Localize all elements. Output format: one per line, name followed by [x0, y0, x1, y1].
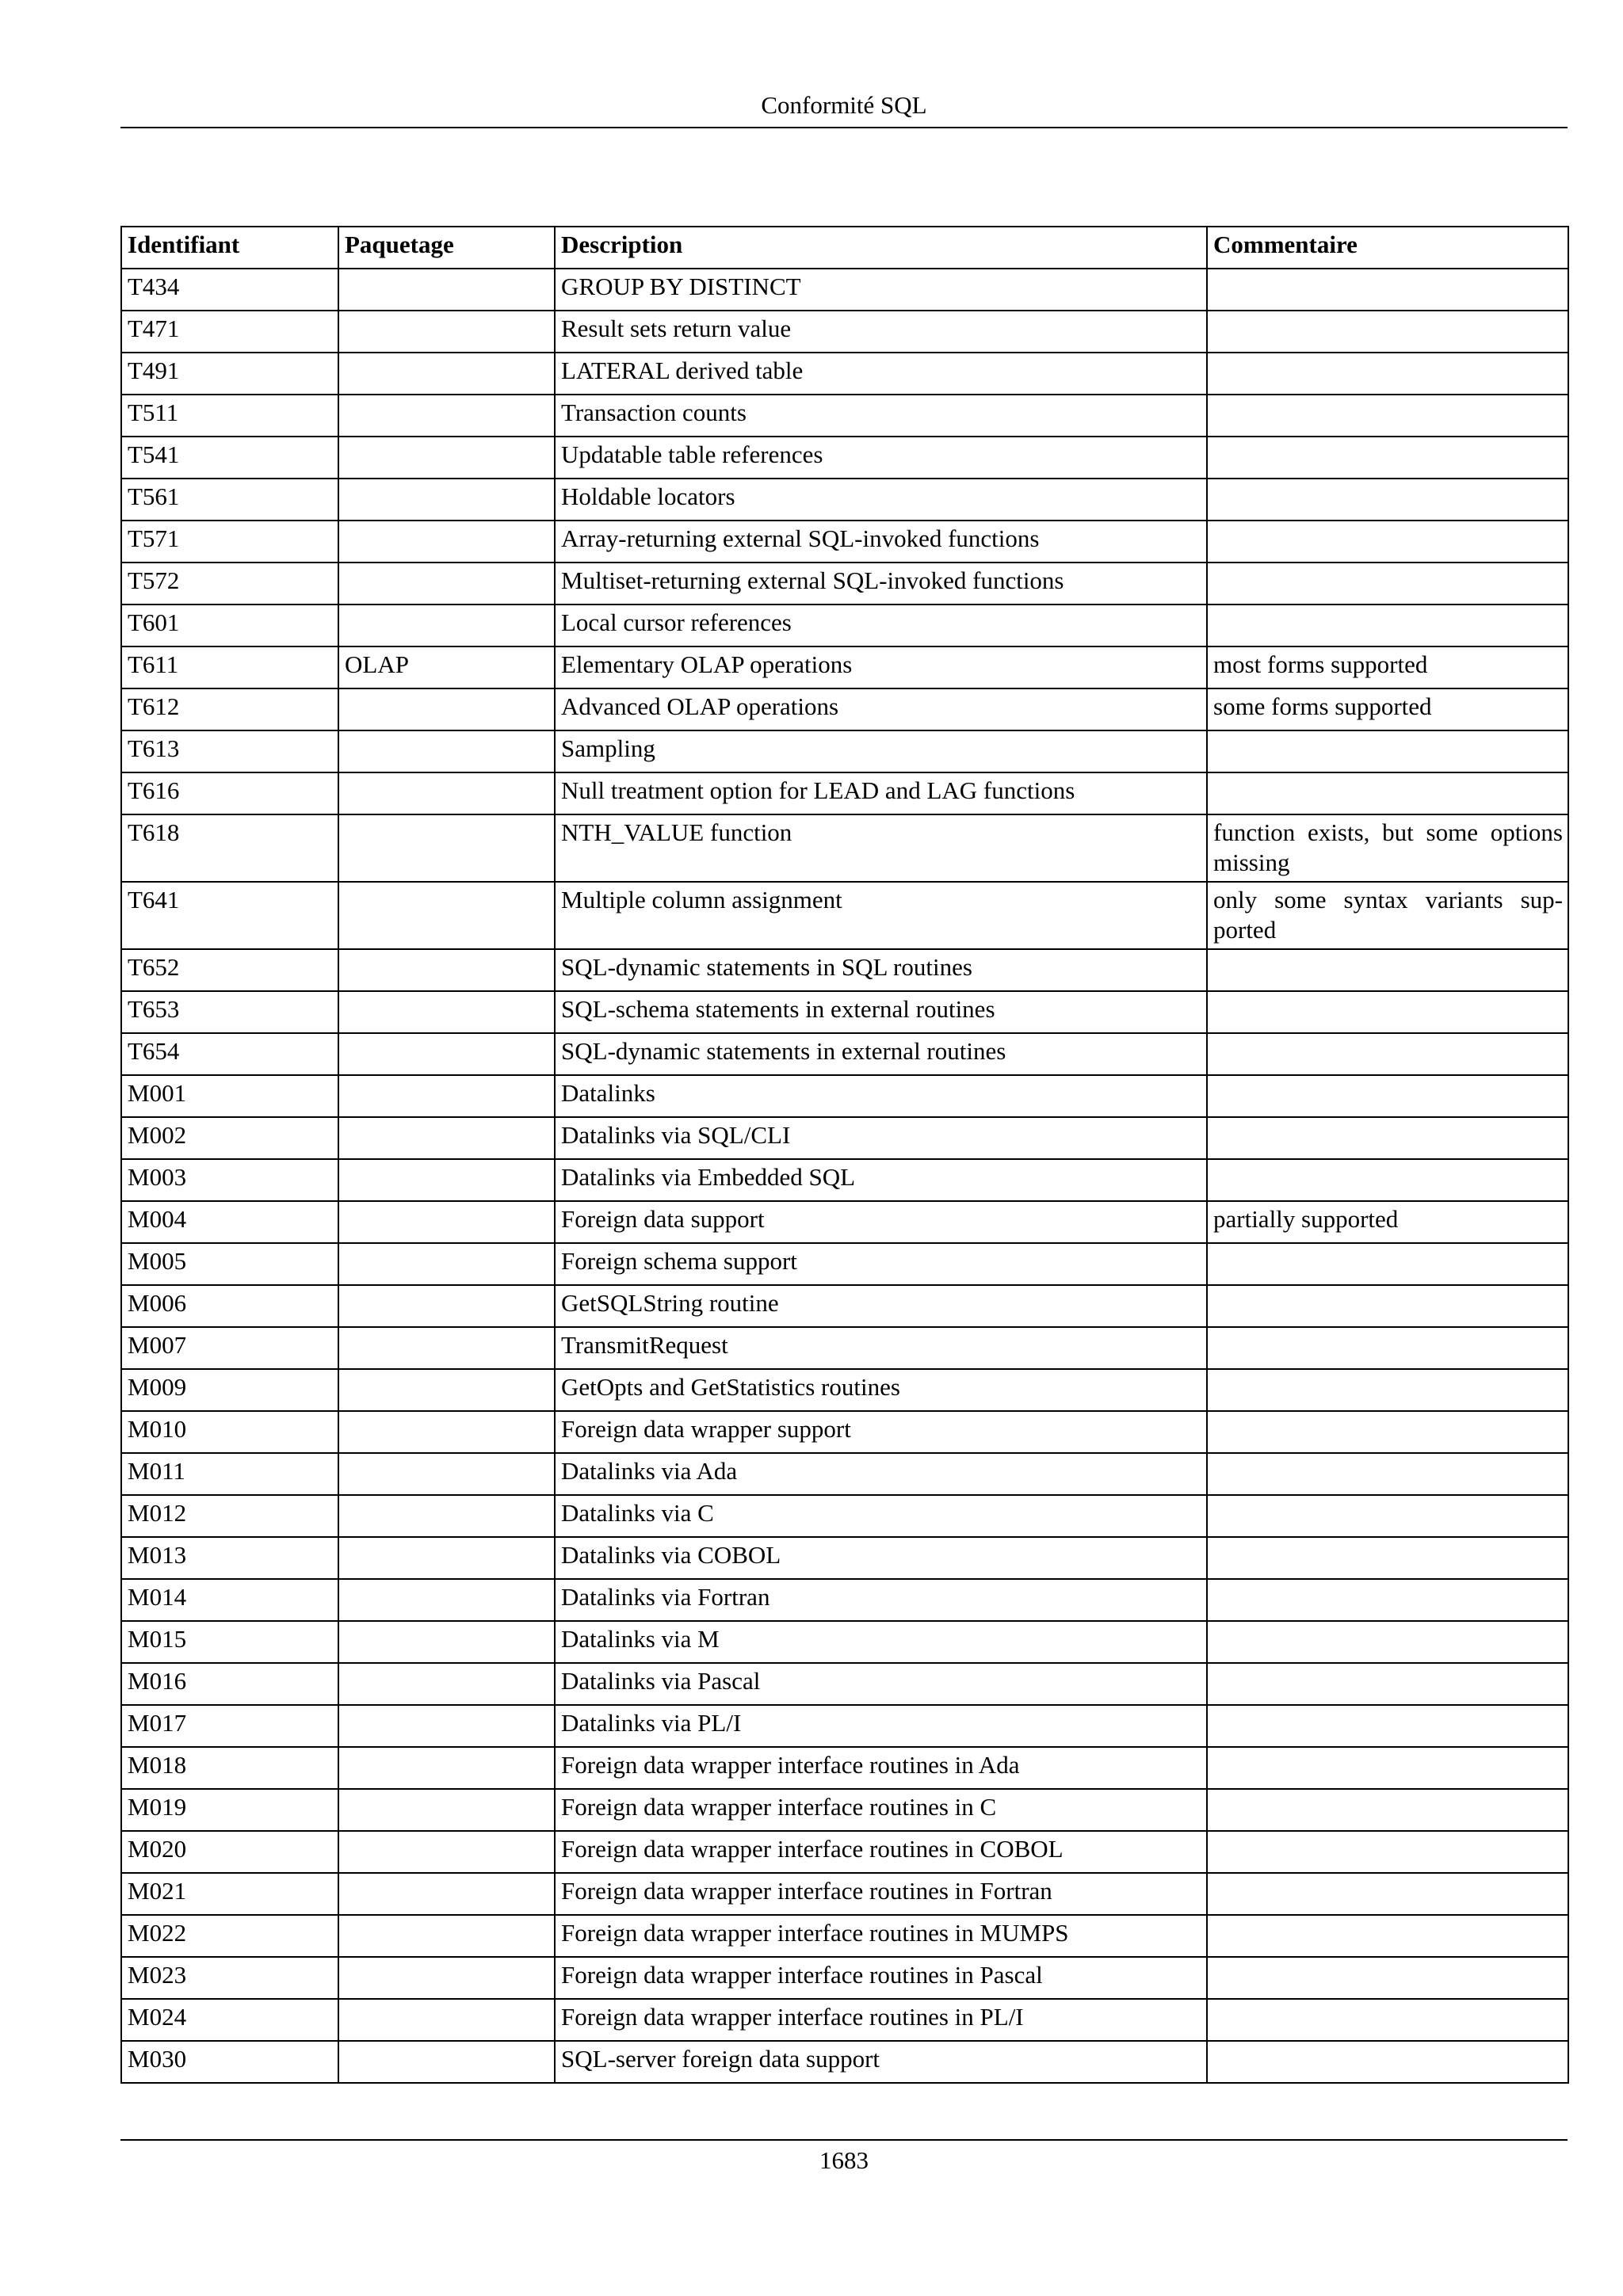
cell-paquetage — [338, 1999, 555, 2041]
table-row — [121, 1789, 1568, 1831]
cell-commentaire — [1207, 1579, 1568, 1621]
cell-description: Datalinks via Ada — [555, 1453, 1207, 1495]
cell-description: Datalinks via Pascal — [555, 1663, 1207, 1705]
table-row — [121, 949, 1568, 991]
table-row — [121, 1621, 1568, 1663]
cell-identifiant: T541 — [121, 437, 338, 479]
cell-identifiant: T612 — [121, 688, 338, 730]
cell-identifiant: M016 — [121, 1663, 338, 1705]
cell-description: Transaction counts — [555, 395, 1207, 437]
cell-paquetage — [338, 2041, 555, 2083]
cell-paquetage — [338, 1453, 555, 1495]
cell-description: Advanced OLAP operations — [555, 688, 1207, 730]
cell-commentaire — [1207, 479, 1568, 521]
cell-paquetage — [338, 563, 555, 605]
cell-description: Multiset-returning external SQL-invoked functions — [555, 563, 1207, 605]
table-row — [121, 1201, 1568, 1243]
table-row — [121, 1075, 1568, 1117]
features-table-container — [120, 226, 1568, 2084]
cell-paquetage — [338, 1873, 555, 1915]
table-row — [121, 395, 1568, 437]
table-row — [121, 730, 1568, 772]
cell-commentaire — [1207, 1537, 1568, 1579]
cell-identifiant: T618 — [121, 814, 338, 882]
cell-description: Holdable locators — [555, 479, 1207, 521]
table-row — [121, 563, 1568, 605]
cell-commentaire — [1207, 1495, 1568, 1537]
cell-paquetage — [338, 1285, 555, 1327]
cell-paquetage — [338, 1915, 555, 1957]
cell-description: SQL-dynamic statements in SQL routines — [555, 949, 1207, 991]
cell-identifiant: M006 — [121, 1285, 338, 1327]
cell-identifiant: T434 — [121, 269, 338, 311]
column-header-description: Description — [555, 227, 1207, 269]
cell-commentaire — [1207, 269, 1568, 311]
cell-paquetage — [338, 1117, 555, 1159]
cell-description: Result sets return value — [555, 311, 1207, 353]
cell-commentaire — [1207, 1411, 1568, 1453]
cell-paquetage — [338, 1411, 555, 1453]
cell-description: Datalinks via COBOL — [555, 1537, 1207, 1579]
table-row — [121, 814, 1568, 882]
cell-identifiant: M012 — [121, 1495, 338, 1537]
cell-paquetage — [338, 814, 555, 882]
cell-description: Foreign data wrapper interface routines in PL/I — [555, 1999, 1207, 2041]
cell-paquetage — [338, 1789, 555, 1831]
cell-description: Array-returning external SQL-invoked functions — [555, 521, 1207, 563]
cell-paquetage — [338, 688, 555, 730]
cell-description: Foreign data wrapper interface routines in C — [555, 1789, 1207, 1831]
cell-commentaire — [1207, 1285, 1568, 1327]
cell-identifiant: M023 — [121, 1957, 338, 1999]
cell-paquetage — [338, 437, 555, 479]
cell-identifiant: M020 — [121, 1831, 338, 1873]
cell-commentaire — [1207, 949, 1568, 991]
cell-paquetage — [338, 1201, 555, 1243]
cell-identifiant: M014 — [121, 1579, 338, 1621]
cell-commentaire — [1207, 605, 1568, 646]
table-row — [121, 1033, 1568, 1075]
table-row — [121, 1705, 1568, 1747]
column-header-paquetage: Paquetage — [338, 227, 555, 269]
table-row — [121, 479, 1568, 521]
cell-identifiant: T616 — [121, 772, 338, 814]
cell-commentaire — [1207, 1789, 1568, 1831]
cell-description: SQL-schema statements in external routines — [555, 991, 1207, 1033]
cell-description: Datalinks via Embedded SQL — [555, 1159, 1207, 1201]
table-row — [121, 1663, 1568, 1705]
cell-identifiant: T653 — [121, 991, 338, 1033]
table-row — [121, 991, 1568, 1033]
cell-commentaire — [1207, 1915, 1568, 1957]
cell-commentaire — [1207, 1831, 1568, 1873]
table-row — [121, 1495, 1568, 1537]
cell-paquetage — [338, 1663, 555, 1705]
cell-paquetage — [338, 882, 555, 949]
cell-paquetage — [338, 311, 555, 353]
cell-identifiant: T601 — [121, 605, 338, 646]
page-footer — [120, 2139, 1568, 2176]
cell-commentaire — [1207, 1159, 1568, 1201]
cell-description: Datalinks via PL/I — [555, 1705, 1207, 1747]
cell-description: Foreign schema support — [555, 1243, 1207, 1285]
table-row — [121, 1873, 1568, 1915]
cell-identifiant: T491 — [121, 353, 338, 395]
cell-paquetage — [338, 1957, 555, 1999]
cell-commentaire — [1207, 991, 1568, 1033]
table-row — [121, 1747, 1568, 1789]
cell-commentaire — [1207, 395, 1568, 437]
table-row — [121, 1327, 1568, 1369]
cell-paquetage — [338, 949, 555, 991]
cell-identifiant: T572 — [121, 563, 338, 605]
page-header — [120, 90, 1568, 128]
cell-commentaire — [1207, 1453, 1568, 1495]
cell-description: Sampling — [555, 730, 1207, 772]
cell-identifiant: T611 — [121, 646, 338, 688]
cell-commentaire — [1207, 1705, 1568, 1747]
cell-description: Elementary OLAP operations — [555, 646, 1207, 688]
page-number: 1683 — [819, 2146, 869, 2174]
cell-identifiant: M010 — [121, 1411, 338, 1453]
cell-paquetage: OLAP — [338, 646, 555, 688]
cell-paquetage — [338, 730, 555, 772]
cell-commentaire — [1207, 1117, 1568, 1159]
cell-identifiant: M015 — [121, 1621, 338, 1663]
table-row — [121, 605, 1568, 646]
cell-description: Updatable table references — [555, 437, 1207, 479]
table-row — [121, 1999, 1568, 2041]
table-row — [121, 1537, 1568, 1579]
cell-commentaire — [1207, 1621, 1568, 1663]
cell-commentaire — [1207, 1033, 1568, 1075]
cell-commentaire — [1207, 1369, 1568, 1411]
cell-commentaire — [1207, 1663, 1568, 1705]
table-row — [121, 1117, 1568, 1159]
cell-commentaire — [1207, 353, 1568, 395]
cell-description: Foreign data wrapper support — [555, 1411, 1207, 1453]
cell-commentaire — [1207, 730, 1568, 772]
cell-identifiant: T561 — [121, 479, 338, 521]
cell-identifiant: M018 — [121, 1747, 338, 1789]
table-row — [121, 1831, 1568, 1873]
table-row — [121, 311, 1568, 353]
cell-identifiant: M017 — [121, 1705, 338, 1747]
cell-paquetage — [338, 269, 555, 311]
cell-description: GetSQLString routine — [555, 1285, 1207, 1327]
cell-description: Foreign data wrapper interface routines in Pascal — [555, 1957, 1207, 1999]
cell-description: GROUP BY DISTINCT — [555, 269, 1207, 311]
cell-commentaire — [1207, 1075, 1568, 1117]
cell-commentaire: most forms supported — [1207, 646, 1568, 688]
cell-paquetage — [338, 1747, 555, 1789]
cell-description: LATERAL derived table — [555, 353, 1207, 395]
table-row — [121, 269, 1568, 311]
cell-description: Local cursor references — [555, 605, 1207, 646]
table-row — [121, 521, 1568, 563]
table-body — [121, 269, 1568, 2083]
cell-paquetage — [338, 353, 555, 395]
cell-identifiant: T571 — [121, 521, 338, 563]
table-row — [121, 646, 1568, 688]
cell-identifiant: T471 — [121, 311, 338, 353]
cell-commentaire — [1207, 1873, 1568, 1915]
cell-commentaire — [1207, 1243, 1568, 1285]
cell-paquetage — [338, 1537, 555, 1579]
cell-description: SQL-dynamic statements in external routines — [555, 1033, 1207, 1075]
cell-paquetage — [338, 1705, 555, 1747]
cell-identifiant: T511 — [121, 395, 338, 437]
cell-paquetage — [338, 772, 555, 814]
table-row — [121, 1579, 1568, 1621]
cell-paquetage — [338, 1831, 555, 1873]
cell-identifiant: T613 — [121, 730, 338, 772]
table-row — [121, 1915, 1568, 1957]
cell-commentaire — [1207, 563, 1568, 605]
cell-identifiant: T654 — [121, 1033, 338, 1075]
table-row — [121, 772, 1568, 814]
cell-commentaire — [1207, 1327, 1568, 1369]
page-title: Conformité SQL — [761, 91, 927, 119]
table-row — [121, 882, 1568, 949]
cell-identifiant: M005 — [121, 1243, 338, 1285]
cell-description: Null treatment option for LEAD and LAG functions — [555, 772, 1207, 814]
table-row — [121, 1453, 1568, 1495]
cell-identifiant: M009 — [121, 1369, 338, 1411]
cell-description: Foreign data wrapper interface routines in COBOL — [555, 1831, 1207, 1873]
cell-paquetage — [338, 991, 555, 1033]
cell-paquetage — [338, 395, 555, 437]
cell-identifiant: M003 — [121, 1159, 338, 1201]
cell-commentaire — [1207, 1957, 1568, 1999]
table-row — [121, 688, 1568, 730]
cell-commentaire: function exists, but some options missing — [1207, 814, 1568, 882]
cell-commentaire — [1207, 521, 1568, 563]
cell-identifiant: M021 — [121, 1873, 338, 1915]
cell-identifiant: M004 — [121, 1201, 338, 1243]
cell-identifiant: M002 — [121, 1117, 338, 1159]
cell-commentaire — [1207, 1999, 1568, 2041]
cell-paquetage — [338, 1033, 555, 1075]
cell-description: TransmitRequest — [555, 1327, 1207, 1369]
cell-description: Datalinks via M — [555, 1621, 1207, 1663]
cell-paquetage — [338, 1243, 555, 1285]
cell-commentaire — [1207, 772, 1568, 814]
table-row — [121, 1285, 1568, 1327]
cell-description: Datalinks via Fortran — [555, 1579, 1207, 1621]
cell-description: Foreign data wrapper interface routines in Fortran — [555, 1873, 1207, 1915]
cell-description: Foreign data wrapper interface routines in MUMPS — [555, 1915, 1207, 1957]
cell-commentaire — [1207, 2041, 1568, 2083]
cell-description: GetOpts and GetStatistics routines — [555, 1369, 1207, 1411]
cell-commentaire — [1207, 1747, 1568, 1789]
cell-identifiant: T652 — [121, 949, 338, 991]
cell-paquetage — [338, 605, 555, 646]
cell-description: Multiple column assignment — [555, 882, 1207, 949]
table-row — [121, 1243, 1568, 1285]
cell-description: Foreign data support — [555, 1201, 1207, 1243]
table-row — [121, 437, 1568, 479]
cell-paquetage — [338, 1159, 555, 1201]
cell-paquetage — [338, 1621, 555, 1663]
cell-identifiant: M001 — [121, 1075, 338, 1117]
column-header-identifiant: Identifiant — [121, 227, 338, 269]
cell-commentaire — [1207, 437, 1568, 479]
cell-identifiant: M030 — [121, 2041, 338, 2083]
cell-commentaire: some forms supported — [1207, 688, 1568, 730]
cell-identifiant: M024 — [121, 1999, 338, 2041]
cell-paquetage — [338, 1495, 555, 1537]
table-row — [121, 1159, 1568, 1201]
table-header-row — [121, 227, 1568, 269]
cell-paquetage — [338, 1369, 555, 1411]
table-row — [121, 2041, 1568, 2083]
cell-description: Datalinks via C — [555, 1495, 1207, 1537]
cell-paquetage — [338, 521, 555, 563]
cell-identifiant: M011 — [121, 1453, 338, 1495]
features-table — [120, 226, 1569, 2084]
cell-description: Datalinks — [555, 1075, 1207, 1117]
cell-identifiant: M013 — [121, 1537, 338, 1579]
cell-description: NTH_VALUE function — [555, 814, 1207, 882]
cell-identifiant: M022 — [121, 1915, 338, 1957]
column-header-commentaire: Commentaire — [1207, 227, 1568, 269]
cell-identifiant: T641 — [121, 882, 338, 949]
cell-paquetage — [338, 1327, 555, 1369]
cell-paquetage — [338, 1075, 555, 1117]
cell-commentaire — [1207, 311, 1568, 353]
cell-description: Foreign data wrapper interface routines in Ada — [555, 1747, 1207, 1789]
table-row — [121, 353, 1568, 395]
cell-identifiant: M007 — [121, 1327, 338, 1369]
cell-identifiant: M019 — [121, 1789, 338, 1831]
cell-description: SQL-server foreign data support — [555, 2041, 1207, 2083]
cell-commentaire: only some syntax variants supported — [1207, 882, 1568, 949]
cell-paquetage — [338, 1579, 555, 1621]
cell-commentaire: partially supported — [1207, 1201, 1568, 1243]
table-row — [121, 1957, 1568, 1999]
cell-description: Datalinks via SQL/CLI — [555, 1117, 1207, 1159]
table-row — [121, 1411, 1568, 1453]
cell-paquetage — [338, 479, 555, 521]
table-row — [121, 1369, 1568, 1411]
